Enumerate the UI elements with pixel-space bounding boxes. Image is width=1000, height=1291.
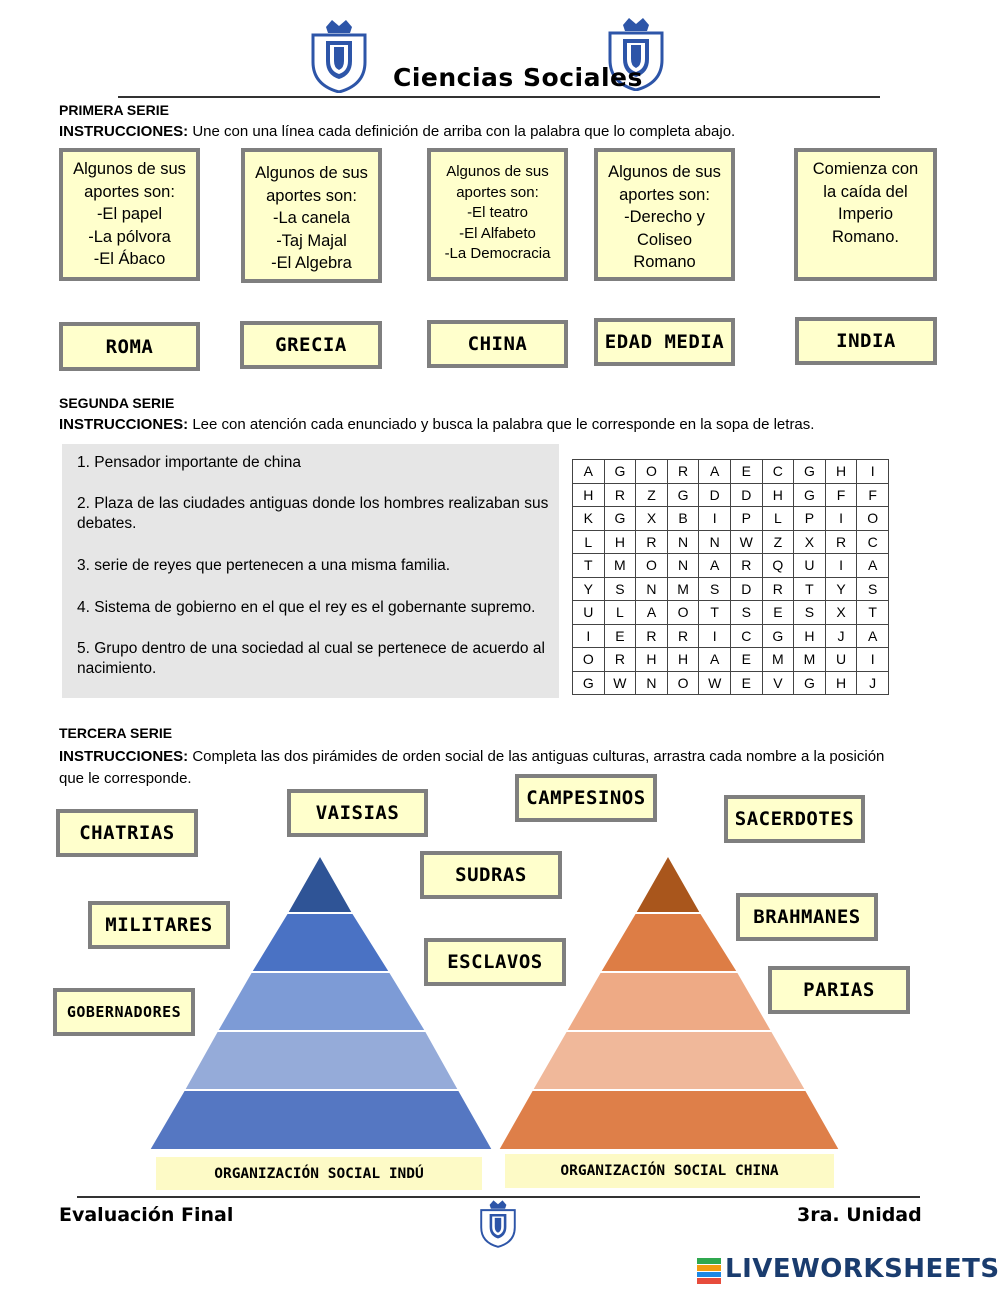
grid-cell[interactable]: E bbox=[730, 671, 762, 695]
clue-5: 5. Grupo dentro de una sociedad al cual se pertenece de acuerdo al nacimiento. bbox=[77, 640, 545, 677]
segunda-serie-heading: SEGUNDA SERIE bbox=[59, 395, 175, 411]
grid-cell[interactable]: R bbox=[730, 554, 762, 578]
clue-2: 2. Plaza de las ciudades antiguas donde los hombres realizaban sus debates. bbox=[77, 495, 549, 532]
grid-cell[interactable]: H bbox=[604, 530, 636, 554]
grid-cell[interactable]: E bbox=[730, 648, 762, 672]
grid-cell[interactable]: A bbox=[857, 624, 889, 648]
label-campesinos[interactable]: CAMPESINOS bbox=[515, 774, 657, 822]
answer-grecia[interactable]: GRECIA bbox=[240, 321, 382, 369]
grid-cell[interactable]: E bbox=[604, 624, 636, 648]
grid-cell[interactable]: N bbox=[699, 530, 731, 554]
label-chatrias[interactable]: CHATRIAS bbox=[56, 809, 198, 857]
grid-cell[interactable]: G bbox=[604, 507, 636, 531]
grid-cell[interactable]: H bbox=[825, 460, 857, 484]
segunda-instructions: INSTRUCCIONES: Lee con atención cada enunciado y busca la palabra que le corresponde en la sopa de letras. bbox=[59, 416, 815, 433]
grid-cell[interactable]: A bbox=[573, 460, 605, 484]
answer-roma[interactable]: ROMA bbox=[59, 322, 200, 371]
grid-cell[interactable]: W bbox=[730, 530, 762, 554]
grid-cell[interactable]: R bbox=[762, 577, 794, 601]
grid-cell[interactable]: J bbox=[857, 671, 889, 695]
grid-cell[interactable]: R bbox=[636, 530, 668, 554]
grid-cell[interactable]: A bbox=[699, 554, 731, 578]
india-pyramid-tier-5[interactable] bbox=[149, 1090, 493, 1150]
grid-cell[interactable]: O bbox=[636, 460, 668, 484]
china-pyramid-tier-3[interactable] bbox=[566, 972, 772, 1031]
grid-cell[interactable]: W bbox=[699, 671, 731, 695]
grid-cell[interactable]: I bbox=[573, 624, 605, 648]
definition-box-1: Algunos de sus aportes son: -El papel -La pólvora -El Ábaco bbox=[59, 148, 200, 281]
grid-cell[interactable]: H bbox=[573, 483, 605, 507]
definition-box-5: Comienza con la caída del Imperio Romano. bbox=[794, 148, 937, 281]
label-sudras[interactable]: SUDRAS bbox=[420, 851, 562, 899]
grid-cell[interactable]: R bbox=[667, 460, 699, 484]
india-pyramid-tier-2[interactable] bbox=[251, 913, 390, 972]
grid-cell[interactable]: M bbox=[794, 648, 826, 672]
definition-box-2: Algunos de sus aportes son: -La canela -Taj Majal -El Algebra bbox=[241, 148, 382, 283]
tercera-serie-heading: TERCERA SERIE bbox=[59, 725, 173, 741]
grid-cell[interactable]: G bbox=[604, 460, 636, 484]
grid-cell[interactable]: S bbox=[857, 577, 889, 601]
grid-cell[interactable]: G bbox=[762, 624, 794, 648]
grid-cell[interactable]: J bbox=[825, 624, 857, 648]
grid-cell[interactable]: U bbox=[825, 648, 857, 672]
clue-4: 4. Sistema de gobierno en el que el rey es el gobernante supremo. bbox=[77, 599, 536, 616]
grid-cell[interactable]: I bbox=[699, 507, 731, 531]
footer-left-text: Evaluación Final bbox=[59, 1204, 234, 1226]
grid-cell[interactable]: D bbox=[730, 483, 762, 507]
grid-cell[interactable]: Z bbox=[636, 483, 668, 507]
grid-cell[interactable]: Y bbox=[825, 577, 857, 601]
base-label-china: ORGANIZACIÓN SOCIAL CHINA bbox=[505, 1154, 834, 1188]
grid-cell[interactable]: O bbox=[573, 648, 605, 672]
grid-cell[interactable]: S bbox=[794, 601, 826, 625]
grid-cell[interactable]: M bbox=[667, 577, 699, 601]
grid-cell[interactable]: X bbox=[825, 601, 857, 625]
grid-cell[interactable]: N bbox=[667, 554, 699, 578]
label-gobernadores[interactable]: GOBERNADORES bbox=[53, 988, 195, 1036]
grid-cell[interactable]: I bbox=[825, 507, 857, 531]
grid-cell[interactable]: G bbox=[794, 483, 826, 507]
grid-cell[interactable]: T bbox=[699, 601, 731, 625]
label-brahmanes[interactable]: BRAHMANES bbox=[736, 893, 878, 941]
grid-cell[interactable]: C bbox=[762, 460, 794, 484]
grid-cell[interactable]: R bbox=[604, 483, 636, 507]
school-crest-footer bbox=[478, 1198, 518, 1248]
grid-cell[interactable]: R bbox=[825, 530, 857, 554]
definition-box-4: Algunos de sus aportes son: -Derecho y Coliseo Romano bbox=[594, 148, 735, 281]
grid-cell[interactable]: C bbox=[730, 624, 762, 648]
grid-cell[interactable]: H bbox=[794, 624, 826, 648]
india-pyramid-tier-3[interactable] bbox=[217, 972, 426, 1031]
grid-cell[interactable]: T bbox=[857, 601, 889, 625]
grid-cell[interactable]: I bbox=[857, 648, 889, 672]
grid-cell[interactable]: C bbox=[857, 530, 889, 554]
grid-cell[interactable]: Q bbox=[762, 554, 794, 578]
china-pyramid-tier-1[interactable] bbox=[635, 855, 701, 913]
china-pyramid-tier-2[interactable] bbox=[600, 913, 738, 972]
grid-cell[interactable]: I bbox=[825, 554, 857, 578]
grid-cell[interactable]: N bbox=[636, 671, 668, 695]
label-vaisias[interactable]: VAISIAS bbox=[287, 789, 428, 837]
grid-cell[interactable]: O bbox=[857, 507, 889, 531]
clue-3: 3. serie de reyes que pertenecen a una misma familia. bbox=[77, 557, 451, 574]
grid-cell[interactable]: W bbox=[604, 671, 636, 695]
clue-1: 1. Pensador importante de china bbox=[77, 454, 302, 471]
liveworksheets-logo[interactable]: LIVEWORKSHEETS bbox=[725, 1254, 1000, 1284]
grid-cell[interactable]: F bbox=[857, 483, 889, 507]
label-esclavos[interactable]: ESCLAVOS bbox=[424, 938, 566, 986]
grid-cell[interactable]: X bbox=[794, 530, 826, 554]
grid-cell[interactable]: G bbox=[667, 483, 699, 507]
grid-cell[interactable]: P bbox=[794, 507, 826, 531]
grid-cell[interactable]: H bbox=[825, 671, 857, 695]
grid-cell[interactable]: B bbox=[667, 507, 699, 531]
grid-cell[interactable]: I bbox=[699, 624, 731, 648]
grid-cell[interactable]: O bbox=[667, 601, 699, 625]
grid-cell[interactable]: A bbox=[699, 460, 731, 484]
definition-box-3: Algunos de sus aportes son: -El teatro -El Alfabeto -La Democracia bbox=[427, 148, 568, 281]
grid-cell[interactable]: H bbox=[636, 648, 668, 672]
grid-cell[interactable]: M bbox=[604, 554, 636, 578]
grid-cell[interactable]: U bbox=[794, 554, 826, 578]
grid-cell[interactable]: X bbox=[636, 507, 668, 531]
grid-cell[interactable]: I bbox=[857, 460, 889, 484]
grid-cell[interactable]: L bbox=[762, 507, 794, 531]
grid-cell[interactable]: R bbox=[636, 624, 668, 648]
liveworksheets-badge-icon bbox=[697, 1258, 721, 1284]
grid-cell[interactable]: F bbox=[825, 483, 857, 507]
grid-cell[interactable]: S bbox=[730, 601, 762, 625]
page-title: Ciencias Sociales bbox=[393, 63, 643, 92]
primera-instructions: INSTRUCCIONES: Une con una línea cada definición de arriba con la palabra que lo completa abajo. bbox=[59, 123, 736, 140]
grid-cell[interactable]: S bbox=[699, 577, 731, 601]
grid-cell[interactable]: H bbox=[667, 648, 699, 672]
footer-right-text: 3ra. Unidad bbox=[797, 1204, 922, 1226]
grid-cell[interactable]: P bbox=[730, 507, 762, 531]
grid-cell[interactable]: G bbox=[573, 671, 605, 695]
label-militares[interactable]: MILITARES bbox=[88, 901, 230, 949]
grid-cell[interactable]: L bbox=[573, 530, 605, 554]
grid-cell[interactable]: Y bbox=[573, 577, 605, 601]
india-pyramid-tier-1[interactable] bbox=[287, 855, 353, 913]
grid-cell[interactable]: V bbox=[762, 671, 794, 695]
grid-cell[interactable]: R bbox=[667, 624, 699, 648]
grid-cell[interactable]: K bbox=[573, 507, 605, 531]
grid-cell[interactable]: T bbox=[794, 577, 826, 601]
answer-edad-media[interactable]: EDAD MEDIA bbox=[594, 318, 735, 366]
primera-serie-heading: PRIMERA SERIE bbox=[59, 102, 169, 118]
india-pyramid-tier-4[interactable] bbox=[184, 1031, 459, 1090]
grid-cell[interactable]: D bbox=[699, 483, 731, 507]
grid-cell[interactable]: E bbox=[762, 601, 794, 625]
grid-cell[interactable]: G bbox=[794, 460, 826, 484]
grid-cell[interactable]: H bbox=[762, 483, 794, 507]
grid-cell[interactable]: N bbox=[667, 530, 699, 554]
grid-cell[interactable]: D bbox=[730, 577, 762, 601]
grid-cell[interactable]: S bbox=[604, 577, 636, 601]
answer-china[interactable]: CHINA bbox=[427, 320, 568, 368]
grid-cell[interactable]: A bbox=[699, 648, 731, 672]
grid-cell[interactable]: O bbox=[667, 671, 699, 695]
label-parias[interactable]: PARIAS bbox=[768, 966, 910, 1014]
tercera-instructions: INSTRUCCIONES: Completa las dos pirámides de orden social de las antiguas culturas, arrastra cada nombre a la posición que le corresponde. bbox=[59, 748, 885, 787]
grid-cell[interactable]: M bbox=[762, 648, 794, 672]
grid-cell[interactable]: E bbox=[730, 460, 762, 484]
answer-india[interactable]: INDIA bbox=[795, 317, 937, 365]
india-pyramid bbox=[149, 855, 493, 1150]
grid-cell[interactable]: T bbox=[573, 554, 605, 578]
grid-cell[interactable]: U bbox=[573, 601, 605, 625]
grid-cell[interactable]: R bbox=[604, 648, 636, 672]
grid-cell[interactable]: O bbox=[636, 554, 668, 578]
grid-cell[interactable]: L bbox=[604, 601, 636, 625]
china-pyramid-tier-4[interactable] bbox=[532, 1031, 806, 1090]
label-sacerdotes[interactable]: SACERDOTES bbox=[724, 795, 865, 843]
grid-cell[interactable]: Z bbox=[762, 530, 794, 554]
grid-cell[interactable]: N bbox=[636, 577, 668, 601]
china-pyramid-tier-5[interactable] bbox=[498, 1090, 840, 1150]
grid-cell[interactable]: A bbox=[636, 601, 668, 625]
grid-cell[interactable]: G bbox=[794, 671, 826, 695]
grid-cell[interactable]: A bbox=[857, 554, 889, 578]
base-label-india: ORGANIZACIÓN SOCIAL INDÚ bbox=[156, 1157, 482, 1190]
